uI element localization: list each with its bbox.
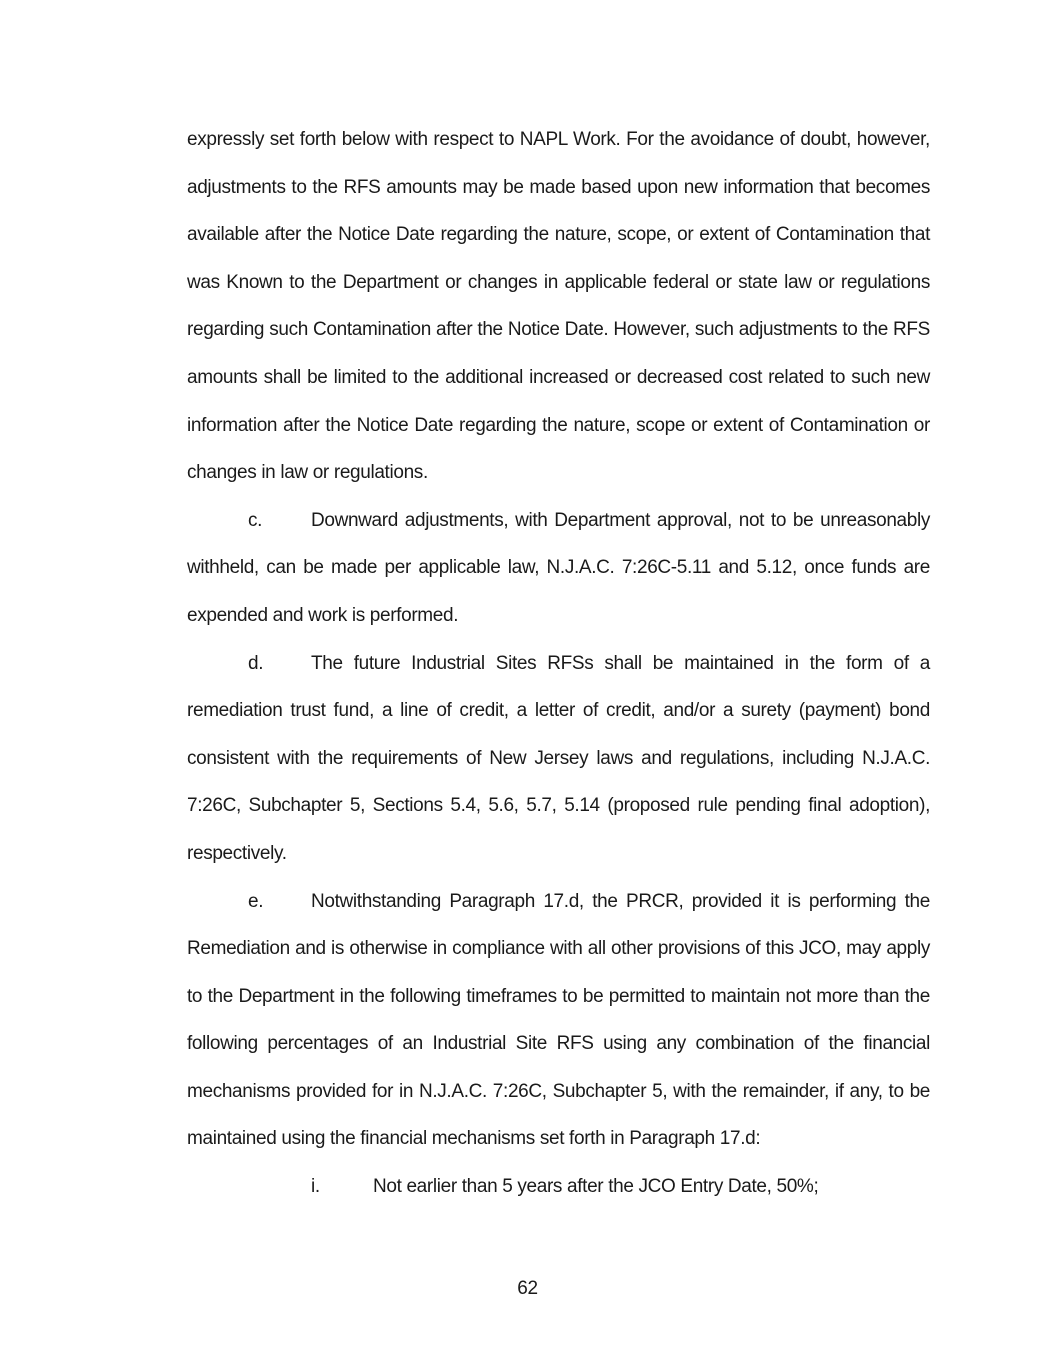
paragraph-c [187, 497, 930, 640]
list-item-i [187, 1163, 930, 1211]
paragraph-label: e. [248, 890, 264, 912]
paragraph-text: Downward adjustments, with Department approval, not to be unreasonably withheld, can be made per applicable law, N.J.A.C. 7:26C-5.11 and 5.12, once funds are expended and work is performed. [187, 509, 930, 626]
paragraph-label: c. [248, 509, 263, 531]
page-number: 62 [517, 1278, 538, 1299]
paragraph-text: The future Industrial Sites RFSs shall be maintained in the form of a remediation trust fund, a line of credit, a letter of credit, and/or a surety (payment) bond consistent with the requirements of New Jersey laws and regulations, including N.J.A.C. 7:26C, Subchapter 5, Sections 5.4, 5.6, 5.7, 5.14 (proposed rule pending final adoption), respectively. [187, 652, 930, 864]
paragraph-d [187, 640, 930, 878]
list-item-text: Not earlier than 5 years after the JCO Entry Date, 50%; [373, 1176, 819, 1198]
paragraph-label: d. [248, 652, 264, 674]
paragraph-continuation [187, 116, 930, 497]
paragraph-text: expressly set forth below with respect to NAPL Work. For the avoidance of doubt, however, adjustments to the RFS amounts may be made based upon new information that becomes available after the Notice Date regarding the nature, scope, or extent of Contamination that was Known to the Department or changes in applicable federal or state law or regulations regarding such Contamination after the Notice Date. However, such adjustments to the RFS amounts shall be limited to the additional increased or decreased cost related to such new information after the Notice Date regarding the nature, scope or extent of Contamination or changes in law or regulations. [187, 129, 930, 484]
paragraph-text: Notwithstanding Paragraph 17.d, the PRCR, provided it is performing the Remediation and is otherwise in compliance with all other provisions of this JCO, may apply to the Department in the following timeframes to be permitted to maintain not more than the following percentages of an Industrial Site RFS using any combination of the financial mechanisms provided for in N.J.A.C. 7:26C, Subchapter 5, with the remainder, if any, to be maintained using the financial mechanisms set forth in Paragraph 17.d: [187, 890, 930, 1150]
list-item-label: i. [311, 1176, 320, 1198]
paragraph-e [187, 878, 930, 1164]
document-body [187, 116, 930, 1211]
